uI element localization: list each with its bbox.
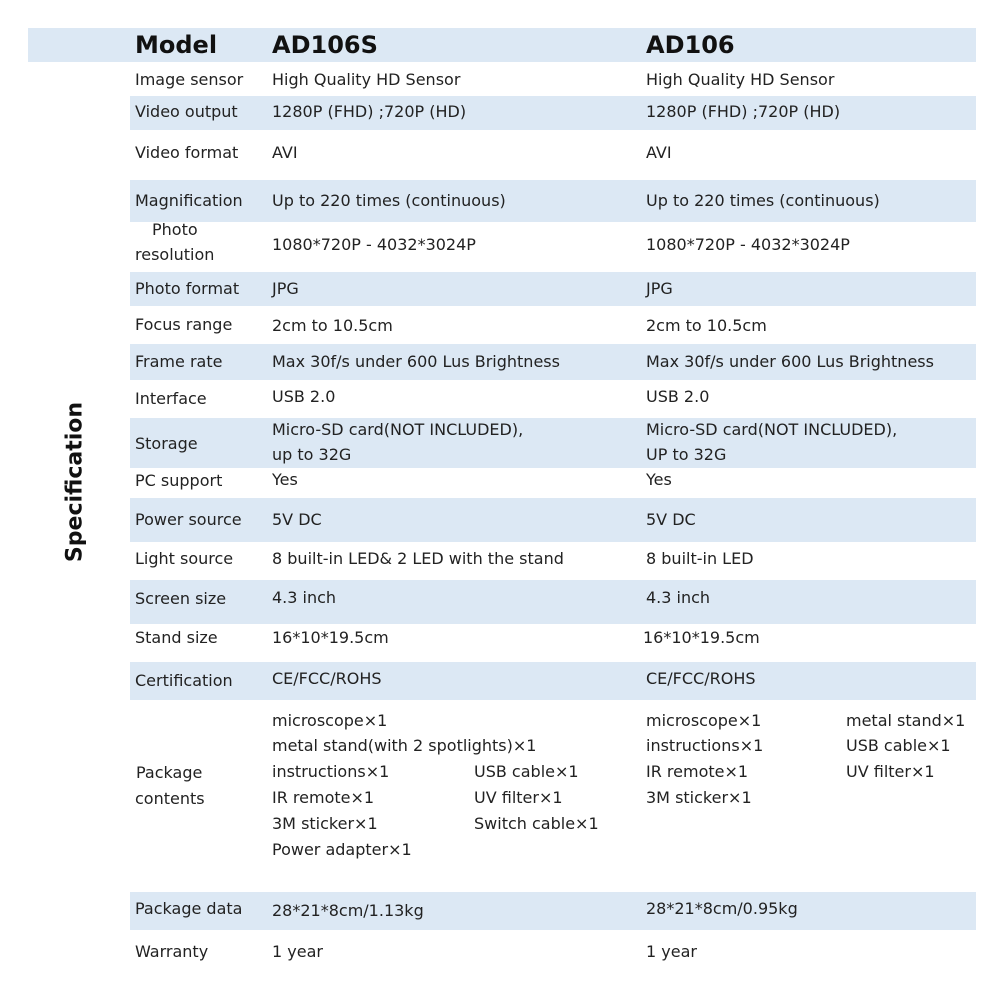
row-label: Magnification — [135, 191, 243, 210]
cell-ad106s: Max 30f/s under 600 Lus Brightness — [272, 352, 560, 371]
package-item: instructions×1 — [646, 736, 764, 755]
cell-ad106: 1 year — [646, 942, 697, 961]
package-item: metal stand(with 2 spotlights)×1 — [272, 736, 537, 755]
model-header-label: Model — [135, 31, 218, 59]
cell-ad106: 8 built-in LED — [646, 549, 754, 568]
package-item: 3M sticker×1 — [646, 788, 752, 807]
row-band — [130, 892, 976, 930]
row-label: Frame rate — [135, 352, 223, 371]
cell-ad106s: High Quality HD Sensor — [272, 70, 461, 89]
cell-ad106s: Up to 220 times (continuous) — [272, 191, 506, 210]
row-label: Package data — [135, 899, 243, 918]
row-label-line: contents — [135, 789, 205, 808]
row-label-line: Photo — [152, 220, 198, 239]
package-item: metal stand×1 — [846, 711, 966, 730]
package-item: microscope×1 — [272, 711, 388, 730]
package-item: instructions×1 — [272, 762, 390, 781]
cell-ad106s: CE/FCC/ROHS — [272, 669, 382, 688]
row-label: PC support — [135, 471, 223, 490]
row-label: Video output — [135, 102, 238, 121]
row-band — [130, 580, 976, 624]
cell-ad106: 16*10*19.5cm — [643, 628, 760, 647]
cell-ad106s: 1080*720P - 4032*3024P — [272, 235, 476, 254]
cell-ad106s: JPG — [272, 279, 299, 298]
cell-ad106: 5V DC — [646, 510, 696, 529]
cell-ad106s: 8 built-in LED& 2 LED with the stand — [272, 549, 564, 568]
row-band — [130, 272, 976, 306]
cell-ad106s: AVI — [272, 143, 298, 162]
package-item: IR remote×1 — [272, 788, 375, 807]
row-label: Focus range — [135, 315, 233, 334]
cell-ad106: 28*21*8cm/0.95kg — [646, 899, 798, 918]
row-label: Light source — [135, 549, 234, 568]
cell-ad106s: 28*21*8cm/1.13kg — [272, 901, 424, 920]
cell-ad106: High Quality HD Sensor — [646, 70, 835, 89]
cell-ad106s: Yes — [272, 470, 298, 489]
row-label: Stand size — [135, 628, 218, 647]
row-label: Certification — [135, 671, 233, 690]
cell-ad106s-line: up to 32G — [272, 445, 352, 464]
package-item: IR remote×1 — [646, 762, 749, 781]
cell-ad106s: 1280P (FHD) ;720P (HD) — [272, 102, 467, 121]
row-label: Power source — [135, 510, 242, 529]
package-item: UV filter×1 — [474, 788, 563, 807]
package-item: USB cable×1 — [846, 736, 951, 755]
cell-ad106-line: Micro-SD card(NOT INCLUDED), — [646, 420, 898, 439]
row-band — [130, 930, 976, 980]
package-item: 3M sticker×1 — [272, 814, 378, 833]
model-a-header: AD106S — [272, 31, 378, 59]
row-band — [130, 662, 976, 700]
cell-ad106: USB 2.0 — [646, 387, 710, 406]
cell-ad106: CE/FCC/ROHS — [646, 669, 756, 688]
row-band — [130, 306, 976, 344]
row-band — [130, 64, 976, 96]
cell-ad106: 1280P (FHD) ;720P (HD) — [646, 102, 841, 121]
cell-ad106s: 4.3 inch — [272, 588, 337, 607]
row-label-line: Package — [136, 763, 203, 782]
cell-ad106: JPG — [646, 279, 673, 298]
cell-ad106s: 16*10*19.5cm — [272, 628, 389, 647]
cell-ad106: 1080*720P - 4032*3024P — [646, 235, 850, 254]
row-band — [130, 624, 976, 662]
cell-ad106: AVI — [646, 143, 672, 162]
row-label: Interface — [135, 389, 207, 408]
row-label: Storage — [135, 434, 198, 453]
model-b-header: AD106 — [646, 31, 735, 59]
cell-ad106s-line: Micro-SD card(NOT INCLUDED), — [272, 420, 524, 439]
cell-ad106s: 5V DC — [272, 510, 322, 529]
package-item: Power adapter×1 — [272, 840, 412, 859]
row-band — [130, 498, 976, 542]
package-item: USB cable×1 — [474, 762, 579, 781]
row-label: Video format — [135, 143, 239, 162]
specification-side-label: Specification — [62, 401, 88, 563]
cell-ad106: Max 30f/s under 600 Lus Brightness — [646, 352, 934, 371]
row-label: Warranty — [135, 942, 209, 961]
package-item: UV filter×1 — [846, 762, 935, 781]
package-item: Switch cable×1 — [474, 814, 599, 833]
cell-ad106: Up to 220 times (continuous) — [646, 191, 880, 210]
row-band — [130, 380, 976, 418]
cell-ad106: Yes — [646, 470, 672, 489]
row-band — [130, 96, 976, 130]
cell-ad106s: USB 2.0 — [272, 387, 336, 406]
row-label-line: resolution — [135, 245, 215, 264]
cell-ad106: 2cm to 10.5cm — [646, 316, 767, 335]
cell-ad106s: 1 year — [272, 942, 323, 961]
row-label: Screen size — [135, 589, 227, 608]
cell-ad106-line: UP to 32G — [646, 445, 727, 464]
cell-ad106s: 2cm to 10.5cm — [272, 316, 393, 335]
row-band — [130, 468, 976, 498]
row-band — [130, 130, 976, 178]
cell-ad106: 4.3 inch — [646, 588, 711, 607]
row-label: Image sensor — [135, 70, 244, 89]
row-label: Photo format — [135, 279, 240, 298]
package-item: microscope×1 — [646, 711, 762, 730]
